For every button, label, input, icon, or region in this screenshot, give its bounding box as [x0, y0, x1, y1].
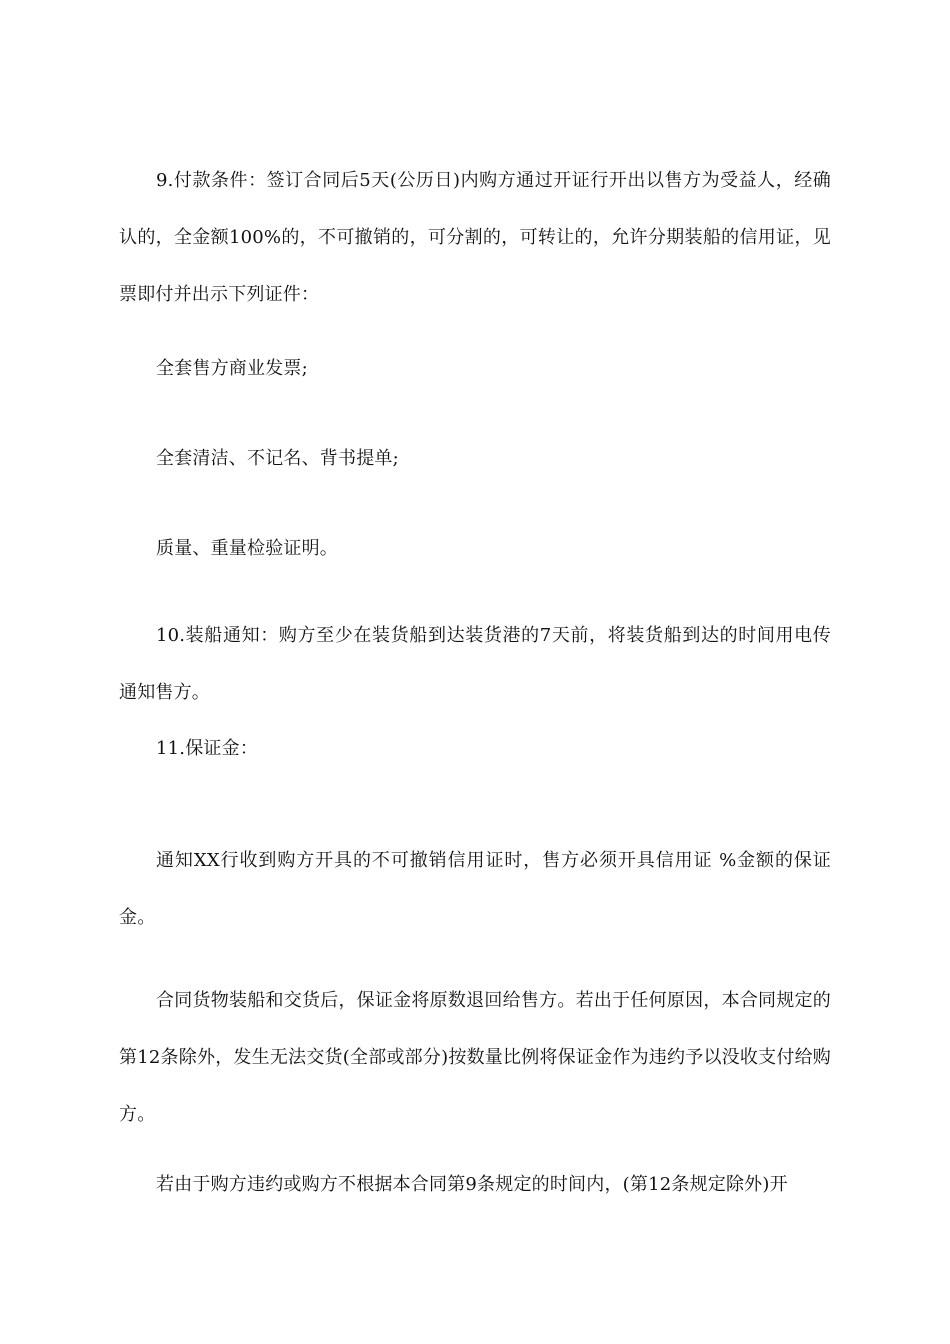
paragraph-bill-of-lading: 全套清洁、不记名、背书提单;: [156, 448, 399, 469]
paragraph-deposit-return: 合同货物装船和交货后，保证金将原数退回给售方。若出于任何原因，本合同规定的第12条除外，发生无法交货(全部或部分)按数量比例将保证金作为违约予以没收支付给购方。: [119, 990, 831, 1125]
paragraph-inspection-certificate: 质量、重量检验证明。: [156, 538, 338, 559]
paragraph-buyer-default: 若由于购方违约或购方不根据本合同第9条规定的时间内，(第12条规定除外)开: [156, 1174, 788, 1195]
paragraph-commercial-invoice: 全套售方商业发票;: [156, 358, 308, 379]
paragraph-payment-terms: 9.付款条件：签订合同后5天(公历日)内购方通过开证行开出以售方为受益人，经确认的，全金额100%的，不可撤销的，可分割的，可转让的，允许分期装船的信用证，见票即付并出示下列证件：: [119, 170, 831, 305]
paragraph-shipping-notice: 10.装船通知：购方至少在装货船到达装货港的7天前，将装货船到达的时间用电传通知售方。: [119, 625, 831, 703]
paragraph-deposit-heading: 11.保证金：: [156, 738, 259, 759]
paragraph-deposit-notice: 通知XX行收到购方开具的不可撤销信用证时，售方必须开具信用证 %金额的保证金。: [119, 850, 831, 928]
